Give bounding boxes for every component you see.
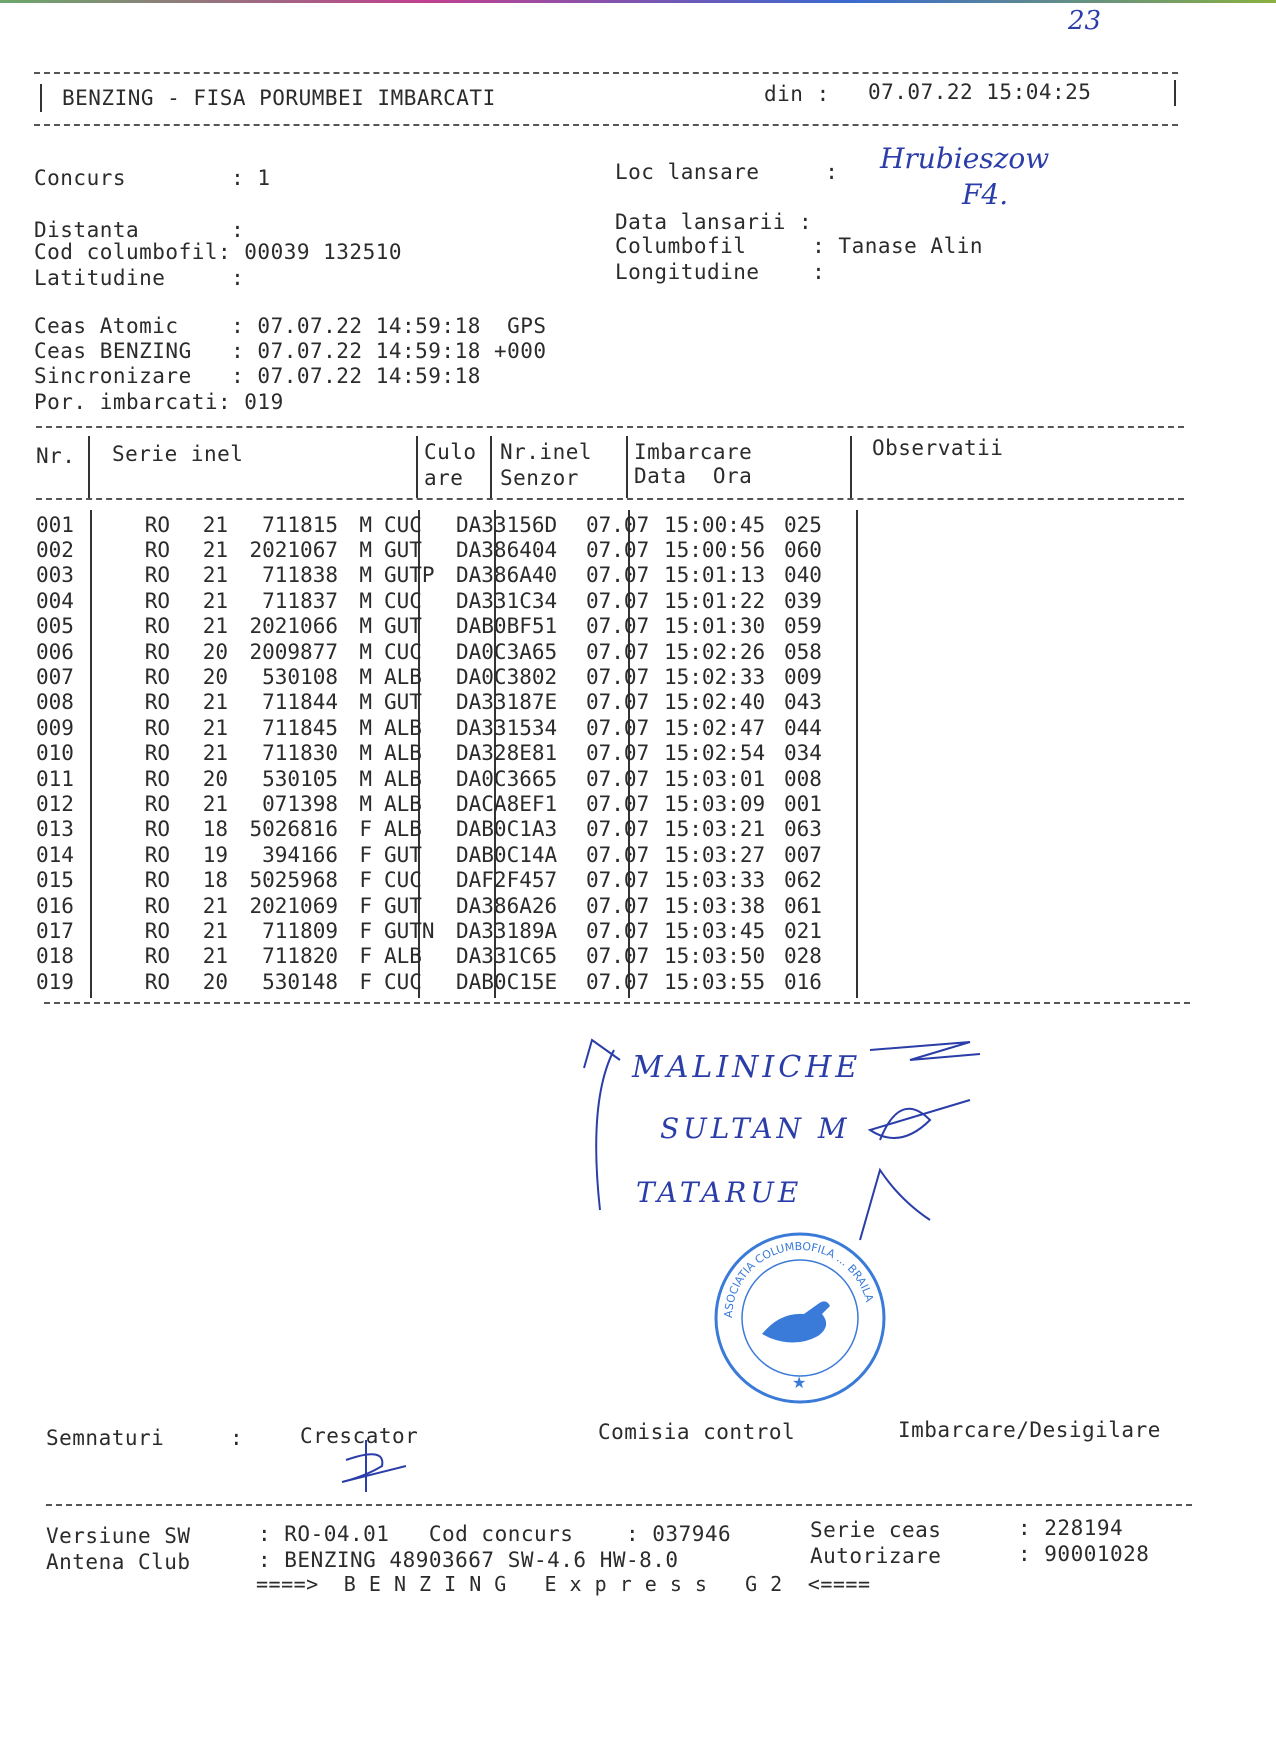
row-obs: 028 [784, 944, 822, 969]
row-obs: 059 [784, 614, 822, 639]
crescator-signature [336, 1436, 416, 1496]
comisia-label: Comisia control [598, 1420, 796, 1444]
versiune-label: Versiune SW [46, 1524, 191, 1548]
row-sex: M [359, 512, 372, 537]
antena-label: Antena Club [46, 1550, 191, 1574]
row-date: 07.07 [586, 918, 650, 943]
handwritten-name-1: MALINICHE [632, 1050, 862, 1085]
col-header-data-ora: Data Ora [634, 464, 753, 488]
row-serie: 530108 [262, 665, 338, 690]
row-year: 18 [202, 817, 228, 842]
row-sex: M [359, 614, 372, 639]
row-obs: 001 [784, 791, 822, 816]
row-sex: M [359, 588, 372, 613]
header-col-sep [490, 436, 492, 498]
row-color: ALB [384, 791, 422, 816]
row-sex: M [359, 715, 372, 740]
ceas-benzing-line: Ceas BENZING : 07.07.22 14:59:18 +000 [34, 339, 547, 363]
footer-rule [46, 1504, 1192, 1506]
row-serie: 530105 [262, 766, 338, 791]
imbarcare-label: Imbarcare/Desigilare [898, 1418, 1161, 1442]
row-color: GUT [384, 690, 422, 715]
row-obs: 060 [784, 538, 822, 563]
row-year: 21 [202, 791, 228, 816]
row-sex: F [359, 868, 372, 893]
row-nr: 011 [36, 766, 74, 791]
table-row [36, 563, 822, 588]
row-serie: 2021066 [249, 614, 338, 639]
table-row [36, 741, 822, 766]
row-nr: 014 [36, 842, 74, 867]
row-year: 21 [202, 741, 228, 766]
latitudine-line: Latitudine : [34, 266, 245, 290]
row-color: GUTN [384, 918, 435, 943]
row-sex: M [359, 639, 372, 664]
table-row [36, 664, 822, 689]
ceas-atomic-line: Ceas Atomic : 07.07.22 14:59:18 GPS [34, 314, 547, 338]
row-time: 15:02:26 [664, 639, 766, 664]
row-time: 15:03:38 [664, 893, 766, 918]
row-date: 07.07 [586, 614, 650, 639]
row-date: 07.07 [586, 969, 650, 994]
row-time: 15:02:47 [664, 715, 766, 740]
row-sex: M [359, 741, 372, 766]
row-obs: 040 [784, 563, 822, 588]
row-obs: 039 [784, 588, 822, 613]
row-country: RO [144, 690, 170, 715]
col-header-senzor: Senzor [500, 466, 579, 490]
data-lansarii-line: Data lansarii : [615, 210, 813, 234]
row-color: CUC [384, 588, 422, 613]
stamp-text: ASOCIATIA COLUMBOFILA ... BRAILA [721, 1239, 876, 1319]
row-country: RO [144, 918, 170, 943]
row-serie: 711820 [262, 944, 338, 969]
columbofil-line: Columbofil : Tanase Alin [615, 234, 984, 258]
row-nr: 007 [36, 665, 74, 690]
din-value: 07.07.22 15:04:25 [868, 80, 1092, 104]
table-row [36, 639, 822, 664]
row-ring: DA331534 [456, 715, 558, 740]
row-country: RO [144, 791, 170, 816]
sincronizare-line: Sincronizare : 07.07.22 14:59:18 [34, 364, 481, 388]
row-country: RO [144, 665, 170, 690]
row-color: GUT [384, 614, 422, 639]
row-sex: M [359, 538, 372, 563]
row-ring: DAB0C14A [456, 842, 558, 867]
row-obs: 025 [784, 512, 822, 537]
row-sex: F [359, 817, 372, 842]
col-header-nr: Nr. [36, 444, 76, 468]
row-country: RO [144, 538, 170, 563]
row-obs: 007 [784, 842, 822, 867]
autorizare-label: Autorizare [810, 1544, 942, 1568]
row-date: 07.07 [586, 639, 650, 664]
row-serie: 711844 [262, 690, 338, 715]
col-header-observatii: Observatii [872, 436, 1004, 460]
table-row [36, 766, 822, 791]
row-serie: 711837 [262, 588, 338, 613]
distanta-line: Distanta : [34, 218, 245, 242]
row-obs: 034 [784, 741, 822, 766]
row-nr: 012 [36, 791, 74, 816]
row-year: 21 [202, 918, 228, 943]
row-serie: 2009877 [249, 639, 338, 664]
row-ring: DAB0C15E [456, 969, 558, 994]
pigeon-table [36, 512, 822, 994]
row-ring: DA386404 [456, 538, 558, 563]
row-nr: 008 [36, 690, 74, 715]
row-year: 20 [202, 969, 228, 994]
row-ring: DA328E81 [456, 741, 558, 766]
row-sex: M [359, 791, 372, 816]
col-header-culoare-2: are [424, 466, 464, 490]
row-year: 21 [202, 588, 228, 613]
row-nr: 019 [36, 969, 74, 994]
row-ring: DAB0BF51 [456, 614, 558, 639]
row-serie: 071398 [262, 791, 338, 816]
row-nr: 017 [36, 918, 74, 943]
row-ring: DA386A26 [456, 893, 558, 918]
row-sex: F [359, 969, 372, 994]
row-date: 07.07 [586, 512, 650, 537]
row-ring: DA33189A [456, 918, 558, 943]
table-row [36, 817, 822, 842]
row-serie: 711845 [262, 715, 338, 740]
header-col-sep [88, 436, 90, 498]
table-row [36, 791, 822, 816]
row-color: ALB [384, 665, 422, 690]
row-obs: 016 [784, 969, 822, 994]
table-row [36, 715, 822, 740]
row-obs: 058 [784, 639, 822, 664]
row-country: RO [144, 842, 170, 867]
row-time: 15:00:45 [664, 512, 766, 537]
row-time: 15:03:33 [664, 868, 766, 893]
row-time: 15:01:30 [664, 614, 766, 639]
loc-lansare-line: Loc lansare : [615, 160, 839, 184]
table-bottom-rule [44, 1002, 1190, 1004]
autorizare-value: : 90001028 [1018, 1542, 1150, 1566]
row-ring: DACA8EF1 [456, 791, 558, 816]
row-date: 07.07 [586, 842, 650, 867]
row-country: RO [144, 944, 170, 969]
row-color: CUC [384, 868, 422, 893]
row-time: 15:01:13 [664, 563, 766, 588]
row-obs: 062 [784, 868, 822, 893]
row-year: 21 [202, 944, 228, 969]
row-country: RO [144, 715, 170, 740]
row-color: CUC [384, 512, 422, 537]
table-row [36, 588, 822, 613]
row-ring: DA331C65 [456, 944, 558, 969]
row-color: GUTP [384, 563, 435, 588]
row-serie: 394166 [262, 842, 338, 867]
row-year: 20 [202, 639, 228, 664]
row-country: RO [144, 741, 170, 766]
table-row [36, 614, 822, 639]
row-nr: 016 [36, 893, 74, 918]
row-date: 07.07 [586, 868, 650, 893]
row-sex: M [359, 563, 372, 588]
cod-columbofil-line: Cod columbofil: 00039 132510 [34, 240, 403, 264]
row-color: CUC [384, 639, 422, 664]
row-time: 15:01:22 [664, 588, 766, 613]
row-serie: 2021067 [249, 538, 338, 563]
row-year: 21 [202, 715, 228, 740]
longitudine-line: Longitudine : [615, 260, 826, 284]
row-country: RO [144, 639, 170, 664]
row-ring: DA0C3802 [456, 665, 558, 690]
row-year: 21 [202, 690, 228, 715]
row-time: 15:03:27 [664, 842, 766, 867]
row-ring: DA0C3665 [456, 766, 558, 791]
row-serie: 711838 [262, 563, 338, 588]
row-serie: 711830 [262, 741, 338, 766]
row-color: ALB [384, 715, 422, 740]
row-date: 07.07 [586, 741, 650, 766]
header-col-sep [850, 436, 852, 498]
table-row [36, 690, 822, 715]
row-year: 20 [202, 665, 228, 690]
row-obs: 043 [784, 690, 822, 715]
row-ring: DAF2F457 [456, 868, 558, 893]
row-nr: 001 [36, 512, 74, 537]
row-country: RO [144, 893, 170, 918]
header-top-rule [34, 72, 1178, 74]
scan-top-edge [0, 0, 1276, 3]
handwritten-name-2: SULTAN M [660, 1112, 851, 1145]
row-sex: F [359, 842, 372, 867]
pigeon-icon [762, 1301, 830, 1342]
row-nr: 010 [36, 741, 74, 766]
row-obs: 008 [784, 766, 822, 791]
row-color: GUT [384, 538, 422, 563]
table-header-rule [36, 498, 1184, 500]
row-obs: 009 [784, 665, 822, 690]
row-sex: F [359, 918, 372, 943]
row-year: 21 [202, 538, 228, 563]
table-row [36, 969, 822, 994]
row-ring: DA0C3A65 [456, 639, 558, 664]
loc-note-handwritten: F4. [962, 178, 1009, 211]
row-sex: F [359, 893, 372, 918]
row-year: 21 [202, 512, 228, 537]
semnaturi-label: Semnaturi : [46, 1426, 244, 1450]
row-date: 07.07 [586, 944, 650, 969]
row-color: GUT [384, 842, 422, 867]
row-serie: 2021069 [249, 893, 338, 918]
row-time: 15:03:50 [664, 944, 766, 969]
row-country: RO [144, 969, 170, 994]
concurs-line: Concurs : 1 [34, 166, 271, 190]
col-header-culoare: Culo [424, 440, 477, 464]
row-date: 07.07 [586, 563, 650, 588]
table-row [36, 537, 822, 562]
row-serie: 530148 [262, 969, 338, 994]
row-time: 15:03:21 [664, 817, 766, 842]
table-row [36, 842, 822, 867]
row-date: 07.07 [586, 538, 650, 563]
row-country: RO [144, 868, 170, 893]
row-year: 18 [202, 868, 228, 893]
table-row [36, 893, 822, 918]
club-stamp [710, 1228, 890, 1408]
table-row [36, 867, 822, 892]
row-serie: 5025968 [249, 868, 338, 893]
row-obs: 061 [784, 893, 822, 918]
row-ring: DA33156D [456, 512, 558, 537]
row-serie: 5026816 [249, 817, 338, 842]
row-date: 07.07 [586, 690, 650, 715]
row-color: ALB [384, 741, 422, 766]
col-header-serie: Serie inel [112, 442, 244, 466]
table-row [36, 512, 822, 537]
row-time: 15:03:45 [664, 918, 766, 943]
page-number: 23 [1068, 6, 1102, 36]
row-ring: DA331C34 [456, 588, 558, 613]
row-nr: 009 [36, 715, 74, 740]
row-nr: 015 [36, 868, 74, 893]
row-nr: 006 [36, 639, 74, 664]
row-year: 21 [202, 614, 228, 639]
row-color: CUC [384, 969, 422, 994]
crescator-label: Crescator [300, 1424, 419, 1448]
row-nr: 003 [36, 563, 74, 588]
table-row [36, 944, 822, 969]
row-serie: 711809 [262, 918, 338, 943]
row-year: 20 [202, 766, 228, 791]
antena-value: : BENZING 48903667 SW-4.6 HW-8.0 [258, 1548, 679, 1572]
row-nr: 013 [36, 817, 74, 842]
row-sex: M [359, 665, 372, 690]
row-country: RO [144, 588, 170, 613]
row-color: ALB [384, 944, 422, 969]
row-time: 15:03:09 [664, 791, 766, 816]
row-ring: DAB0C1A3 [456, 817, 558, 842]
row-country: RO [144, 563, 170, 588]
din-label: din : [764, 82, 830, 106]
header-left-border [40, 84, 42, 112]
row-country: RO [144, 512, 170, 537]
loc-lansare-handwritten: Hrubieszow [880, 142, 1050, 175]
handwritten-name-3: TATARUE [636, 1176, 803, 1209]
document-title: BENZING - FISA PORUMBEI IMBARCATI [62, 86, 496, 110]
row-time: 15:03:01 [664, 766, 766, 791]
por-imbarcati-line: Por. imbarcati: 019 [34, 390, 284, 414]
serie-ceas-label: Serie ceas [810, 1518, 942, 1542]
row-time: 15:03:55 [664, 969, 766, 994]
row-date: 07.07 [586, 893, 650, 918]
header-col-sep [416, 436, 418, 498]
col-header-imbarcare: Imbarcare [634, 440, 753, 464]
versiune-value: : RO-04.01 Cod concurs : 037946 [258, 1522, 732, 1546]
row-year: 21 [202, 893, 228, 918]
row-obs: 063 [784, 817, 822, 842]
row-ring: DA386A40 [456, 563, 558, 588]
row-color: ALB [384, 766, 422, 791]
row-year: 19 [202, 842, 228, 867]
row-time: 15:02:40 [664, 690, 766, 715]
row-date: 07.07 [586, 791, 650, 816]
row-date: 07.07 [586, 715, 650, 740]
row-nr: 018 [36, 944, 74, 969]
row-nr: 004 [36, 588, 74, 613]
row-country: RO [144, 766, 170, 791]
table-row [36, 918, 822, 943]
header-right-border [1174, 80, 1176, 106]
svg-text:★: ★ [792, 1373, 807, 1392]
row-country: RO [144, 614, 170, 639]
row-nr: 005 [36, 614, 74, 639]
row-nr: 002 [36, 538, 74, 563]
row-time: 15:00:56 [664, 538, 766, 563]
row-country: RO [144, 817, 170, 842]
row-obs: 044 [784, 715, 822, 740]
row-sex: F [359, 944, 372, 969]
body-col-sep [856, 510, 858, 998]
header-col-sep [626, 436, 628, 498]
row-date: 07.07 [586, 817, 650, 842]
row-ring: DA33187E [456, 690, 558, 715]
row-sex: M [359, 766, 372, 791]
row-time: 15:02:33 [664, 665, 766, 690]
col-header-nrinel: Nr.inel [500, 440, 593, 464]
row-date: 07.07 [586, 766, 650, 791]
table-top-rule [36, 426, 1184, 428]
serie-ceas-value: : 228194 [1018, 1516, 1124, 1540]
row-time: 15:02:54 [664, 741, 766, 766]
benzing-express-banner: ====> B E N Z I N G E x p r e s s G 2 <==== [256, 1572, 871, 1596]
row-serie: 711815 [262, 512, 338, 537]
row-date: 07.07 [586, 588, 650, 613]
row-date: 07.07 [586, 665, 650, 690]
row-color: GUT [384, 893, 422, 918]
header-bottom-rule [34, 124, 1178, 126]
row-obs: 021 [784, 918, 822, 943]
row-color: ALB [384, 817, 422, 842]
row-sex: M [359, 690, 372, 715]
row-year: 21 [202, 563, 228, 588]
